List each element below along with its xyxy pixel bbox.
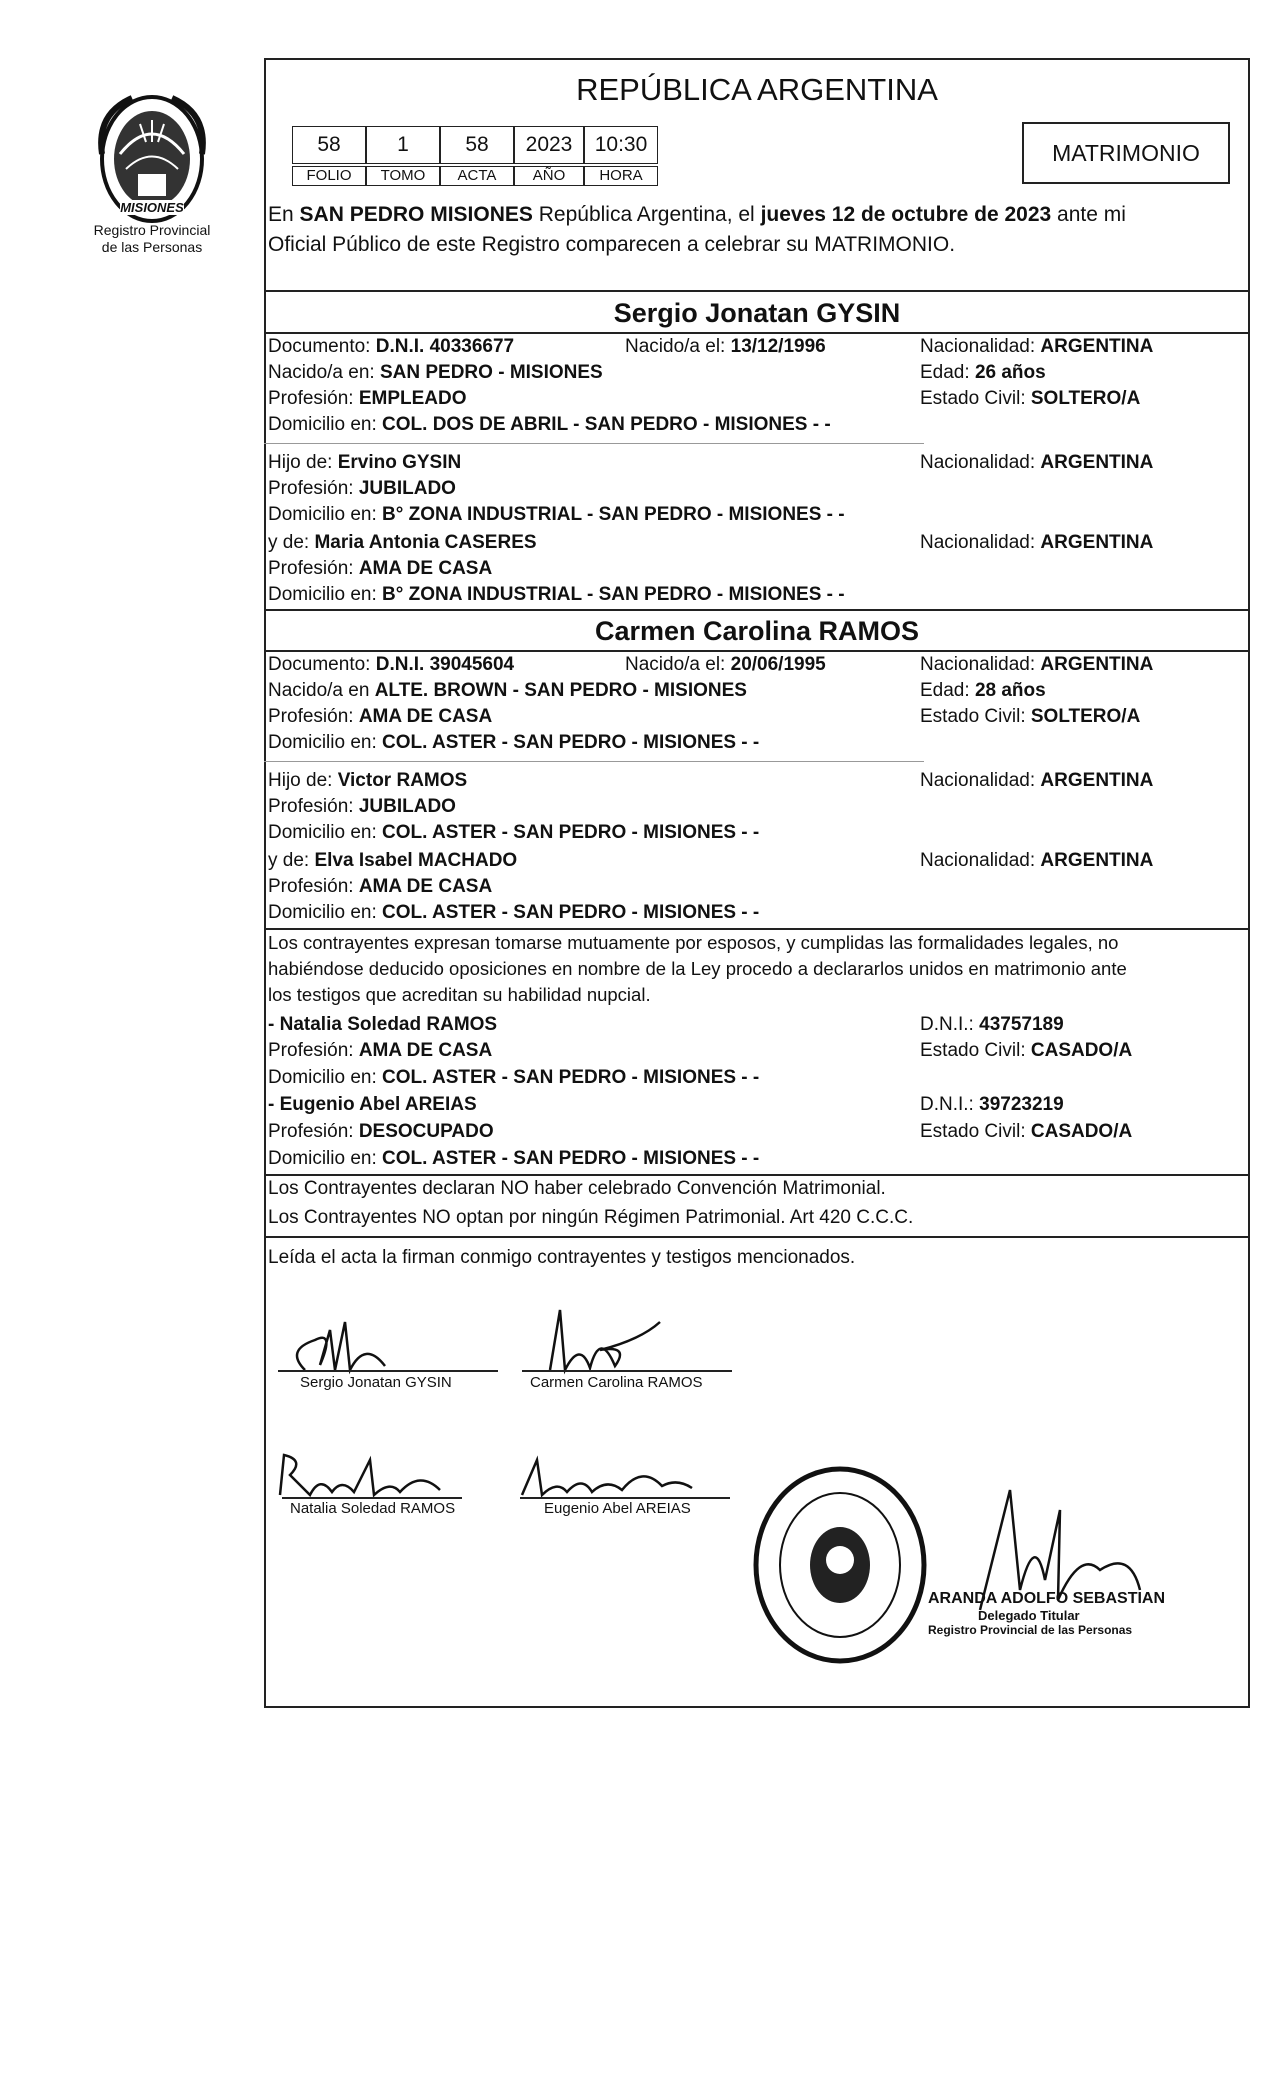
header-label-anio: AÑO (514, 166, 584, 186)
official-block (928, 1590, 1228, 1637)
page-title: REPÚBLICA ARGENTINA (576, 72, 938, 107)
header-cell-tomo: 1 (366, 126, 440, 164)
bride-profession: Profesión: AMA DE CASA (268, 706, 493, 727)
header-label-hora: HORA (584, 166, 658, 186)
header-label-acta: ACTA (440, 166, 514, 186)
bride-birthplace: Nacido/a en ALTE. BROWN - SAN PEDRO - MISIONES (268, 680, 747, 701)
bride-name: Carmen Carolina RAMOS (594, 616, 920, 646)
official-name: ARANDA ADOLFO SEBASTIAN (928, 1590, 1166, 1607)
closing-text: Leída el acta la firman conmigo contrayentes y testigos mencionados. (268, 1247, 856, 1268)
groom-mother-nationality: Nacionalidad: ARGENTINA (920, 532, 1154, 553)
groom-civil-status: Estado Civil: SOLTERO/A (920, 388, 1141, 409)
signature-caption-witness-1: Natalia Soledad RAMOS (290, 1500, 456, 1517)
witness-2-dni: D.N.I.: 39723219 (920, 1094, 1064, 1115)
official-office: Registro Provincial de las Personas (928, 1623, 1133, 1637)
intro-place: SAN PEDRO MISIONES (299, 203, 533, 226)
bride-mother-address: Domicilio en: COL. ASTER - SAN PEDRO - MISIONES - - (268, 902, 760, 923)
registry-stamp-icon (750, 1465, 930, 1665)
registry-logo (72, 84, 232, 234)
bride-civil-status: Estado Civil: SOLTERO/A (920, 706, 1141, 727)
groom-father-profession: Profesión: JUBILADO (268, 478, 456, 499)
divider (264, 443, 924, 444)
divider (264, 1174, 1250, 1176)
groom-profession: Profesión: EMPLEADO (268, 388, 467, 409)
signature-line (520, 1497, 730, 1499)
witness-1-profession: Profesión: AMA DE CASA (268, 1040, 493, 1061)
declaration-paragraph (268, 930, 1248, 1008)
divider (264, 332, 1250, 334)
signature-line (278, 1370, 498, 1372)
groom-age: Edad: 26 años (920, 362, 1046, 383)
regime-line2: Los Contrayentes NO optan por ningún Régimen Patrimonial. Art 420 C.C.C. (268, 1207, 914, 1228)
regime-line1: Los Contrayentes declaran NO haber celebrado Convención Matrimonial. (268, 1178, 886, 1199)
intro-date: jueves 12 de octubre de 2023 (760, 203, 1052, 226)
declaration-line1: Los contrayentes expresan tomarse mutuamente por esposos, y cumplidas las formalidades legales, no (268, 932, 1119, 953)
groom-birthdate: Nacido/a el: 13/12/1996 (625, 336, 826, 357)
bride-father: Hijo de: Victor RAMOS (268, 770, 468, 791)
bride-address: Domicilio en: COL. ASTER - SAN PEDRO - MISIONES - - (268, 732, 760, 753)
divider (264, 761, 924, 762)
groom-mother: y de: Maria Antonia CASERES (268, 532, 537, 553)
bride-mother-profession: Profesión: AMA DE CASA (268, 876, 493, 897)
groom-name: Sergio Jonatan GYSIN (613, 298, 901, 328)
signature-caption-groom: Sergio Jonatan GYSIN (300, 1374, 452, 1391)
divider (264, 290, 1250, 292)
divider (264, 609, 1250, 611)
official-stamp (750, 1465, 930, 1665)
groom-father-address: Domicilio en: B° ZONA INDUSTRIAL - SAN PEDRO - MISIONES - - (268, 504, 845, 525)
divider (264, 650, 1250, 652)
signature-line (282, 1497, 462, 1499)
registry-caption-line1: Registro Provincial (93, 222, 211, 238)
divider (264, 1236, 1250, 1238)
groom-mother-profession: Profesión: AMA DE CASA (268, 558, 493, 579)
bride-father-address: Domicilio en: COL. ASTER - SAN PEDRO - MISIONES - - (268, 822, 760, 843)
bride-age: Edad: 28 años (920, 680, 1046, 701)
declaration-line2: habiéndose deducido oposiciones en nombre de la Ley procedo a declararlos unidos en matrimonio ante (268, 958, 1127, 979)
doc-type-box (1022, 122, 1230, 184)
bride-document: Documento: D.N.I. 39045604 (268, 654, 515, 675)
groom-address: Domicilio en: COL. DOS DE ABRIL - SAN PEDRO - MISIONES - - (268, 414, 831, 435)
signature-scribble-icon (520, 1300, 760, 1380)
witness-1-name: - Natalia Soledad RAMOS (268, 1014, 498, 1035)
header-cell-folio: 58 (292, 126, 366, 164)
groom-father-nationality: Nacionalidad: ARGENTINA (920, 452, 1154, 473)
header-label-folio: FOLIO (292, 166, 366, 186)
groom-father: Hijo de: Ervino GYSIN (268, 452, 462, 473)
signature-caption-bride: Carmen Carolina RAMOS (530, 1374, 703, 1391)
header-cell-hora: 10:30 (584, 126, 658, 164)
groom-nationality: Nacionalidad: ARGENTINA (920, 336, 1154, 357)
signature-caption-witness-2: Eugenio Abel AREIAS (544, 1500, 691, 1517)
header-label-tomo: TOMO (366, 166, 440, 186)
bride-nationality: Nacionalidad: ARGENTINA (920, 654, 1154, 675)
intro-paragraph (268, 200, 1248, 260)
official-role: Delegado Titular (978, 1608, 1080, 1623)
bride-father-profession: Profesión: JUBILADO (268, 796, 456, 817)
declaration-line3: los testigos que acreditan su habilidad nupcial. (268, 984, 651, 1005)
registry-caption (62, 222, 242, 256)
witness-2-civil-status: Estado Civil: CASADO/A (920, 1121, 1133, 1142)
groom-document: Documento: D.N.I. 40336677 (268, 336, 515, 357)
groom-birthplace: Nacido/a en: SAN PEDRO - MISIONES (268, 362, 603, 383)
bride-birthdate: Nacido/a el: 20/06/1995 (625, 654, 826, 675)
intro-line2: Oficial Público de este Registro comparecen a celebrar su MATRIMONIO. (268, 233, 956, 256)
bride-father-nationality: Nacionalidad: ARGENTINA (920, 770, 1154, 791)
seal-text-bottom: MISIONES (120, 200, 184, 215)
witness-2-address: Domicilio en: COL. ASTER - SAN PEDRO - MISIONES - - (268, 1148, 760, 1169)
signature-line (522, 1370, 732, 1372)
signature-bride (520, 1300, 760, 1380)
witness-2-profession: Profesión: DESOCUPADO (268, 1121, 494, 1142)
doc-type-label: MATRIMONIO (1052, 140, 1200, 166)
registry-caption-line2: de las Personas (101, 239, 203, 255)
header-cell-acta: 58 (440, 126, 514, 164)
witness-2-name: - Eugenio Abel AREIAS (268, 1094, 477, 1115)
intro-line1: En SAN PEDRO MISIONES República Argentina, el jueves 12 de octubre de 2023 ante mi (268, 203, 1126, 226)
bride-mother-nationality: Nacionalidad: ARGENTINA (920, 850, 1154, 871)
witness-1-civil-status: Estado Civil: CASADO/A (920, 1040, 1133, 1061)
witness-1-address: Domicilio en: COL. ASTER - SAN PEDRO - MISIONES - - (268, 1067, 760, 1088)
witness-1-dni: D.N.I.: 43757189 (920, 1014, 1064, 1035)
bride-mother: y de: Elva Isabel MACHADO (268, 850, 518, 871)
header-cell-anio: 2023 (514, 126, 584, 164)
groom-mother-address: Domicilio en: B° ZONA INDUSTRIAL - SAN PEDRO - MISIONES - - (268, 584, 845, 605)
